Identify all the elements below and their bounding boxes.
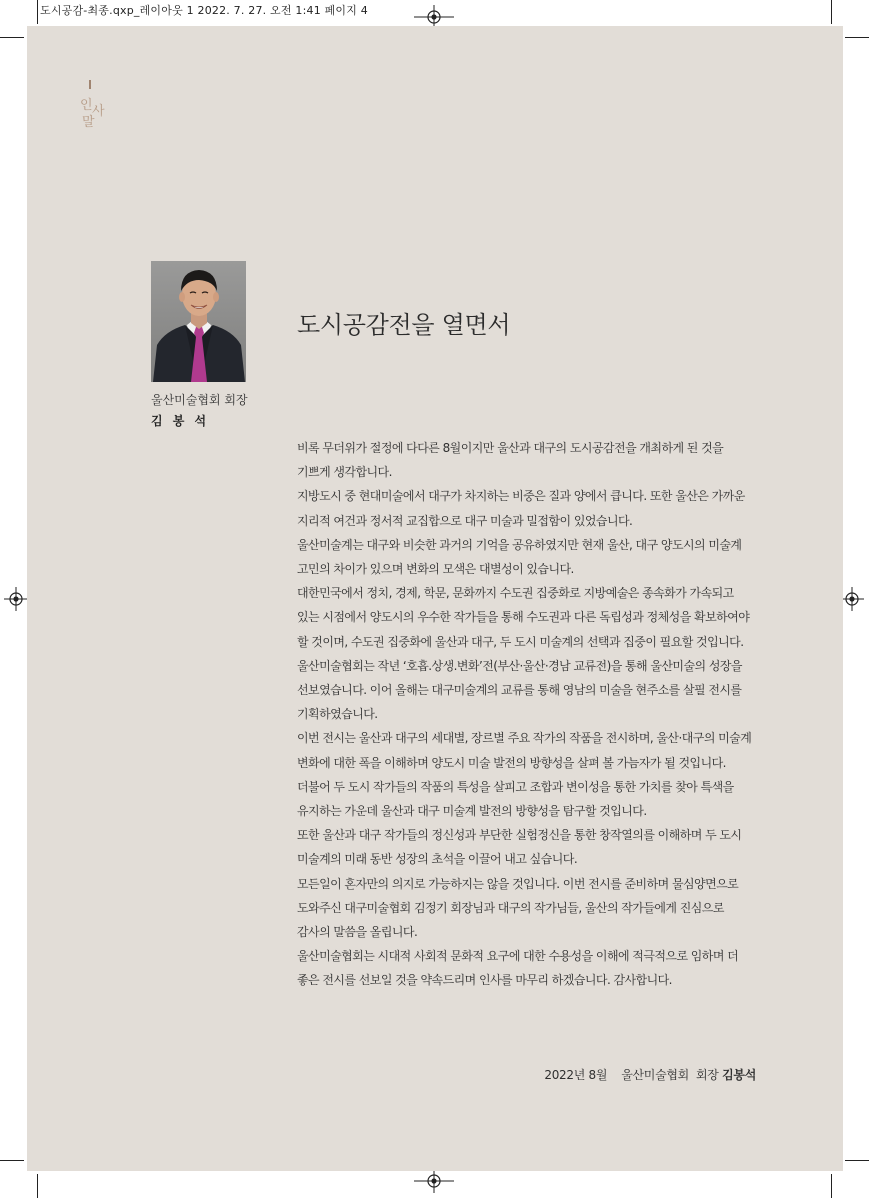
crop-mark: [831, 0, 832, 24]
author-portrait: [151, 261, 246, 382]
paragraph: 비록 무더위가 절정에 다다른 8월이지만 울산과 대구의 도시공감전을 개최하게 된 것을 기쁘게 생각합니다.: [297, 441, 724, 480]
registration-mark-icon: [414, 1169, 454, 1193]
crop-mark: [37, 1174, 38, 1198]
paragraph: 또한 울산과 대구 작가들의 정신성과 부단한 실험정신을 통한 창작열의를 이해하며 두 도시 미술계의 미래 동반 성장의 초석을 이끌어 내고 싶습니다.: [297, 828, 742, 867]
crop-mark: [845, 37, 869, 38]
author-organization: 울산미술협회 회장: [151, 393, 248, 407]
section-char: 사: [92, 104, 105, 119]
crop-mark: [0, 37, 24, 38]
section-char: 인: [80, 98, 93, 113]
registration-mark-icon: [840, 587, 864, 611]
paragraph: 대한민국에서 정치, 경제, 학문, 문화까지 수도권 집중화로 지방예술은 종속화가 가속되고 있는 시점에서 양도시의 우수한 작가들을 통해 수도권과 다른 독립성과 정체성을 확보하여야 할 것이며, 수도권 집중화에 울산과 대구, 두 도시 미술계의 선택과 집중이 필요할 것입니다.: [297, 586, 750, 649]
crop-mark: [0, 1160, 24, 1161]
crop-mark: [845, 1160, 869, 1161]
paragraph: 울산미술협회는 작년 ‘호흡.상생.변화’전(부산·울산·경남 교류전)을 통해 울산미술의 성장을 선보였습니다. 이어 올해는 대구미술계의 교류를 통해 영남의 미술을 현주소를 살필 전시를 기획하였습니다.: [297, 658, 742, 722]
print-slug: 도시공감-최종.qxp_레이아웃 1 2022. 7. 27. 오전 1:41 페이지 4: [40, 4, 368, 17]
paragraph: 더불어 두 도시 작가들의 작품의 특성을 살피고 조합과 변이성을 통한 가치를 찾아 특색을 유지하는 가운데 울산과 대구 미술계 발전의 방향성을 탐구할 것입니다.: [297, 779, 734, 819]
signature-role: 울산미술협회 회장: [621, 1068, 719, 1082]
page-title: 도시공감전을 열면서: [297, 311, 511, 339]
crop-mark: [831, 1174, 832, 1198]
section-bar: [89, 80, 91, 89]
signature-date: 2022년 8월: [544, 1068, 608, 1082]
paragraph: 울산미술협회는 시대적 사회적 문화적 요구에 대한 수용성을 이해에 적극적으로 임하며 더 좋은 전시를 선보일 것을 약속드리며 인사를 마무리 하겠습니다. 감사합니다.: [297, 949, 739, 988]
signature-line: [544, 1066, 756, 1083]
paragraph: 모든일이 혼자만의 의지로 가능하지는 않을 것입니다. 이번 전시를 준비하며 물심양면으로 도와주신 대구미술협회 김정기 회장님과 대구의 작가님들, 울산의 작가들에게 진심으로 감사의 말씀을 올립니다.: [297, 876, 739, 940]
portrait-illustration: [151, 261, 246, 382]
registration-mark-icon: [4, 587, 28, 611]
document-page: [27, 26, 843, 1171]
paragraph: 지방도시 중 현대미술에서 대구가 차지하는 비중은 질과 양에서 큽니다. 또한 울산은 가까운 지리적 여건과 정서적 교집합으로 대구 미술과 밀접함이 있었습니다.: [297, 489, 745, 528]
paragraph: 이번 전시는 울산과 대구의 세대별, 장르별 주요 작가의 작품을 전시하며, 울산·대구의 미술계 변화에 대한 폭을 이해하며 양도시 미술 발전의 방향성을 살펴 볼 가늠자가 될 것입니다.: [297, 731, 752, 770]
section-char: 말: [82, 115, 95, 130]
signature-name: 김봉석: [722, 1068, 756, 1082]
crop-mark: [37, 0, 38, 24]
paragraph: 울산미술계는 대구와 비슷한 과거의 기억을 공유하였지만 현재 울산, 대구 양도시의 미술계 고민의 차이가 있으며 변화의 모색은 대별성이 있습니다.: [297, 537, 742, 577]
author-name: 김 봉 석: [151, 414, 210, 428]
article-body: [297, 436, 757, 993]
